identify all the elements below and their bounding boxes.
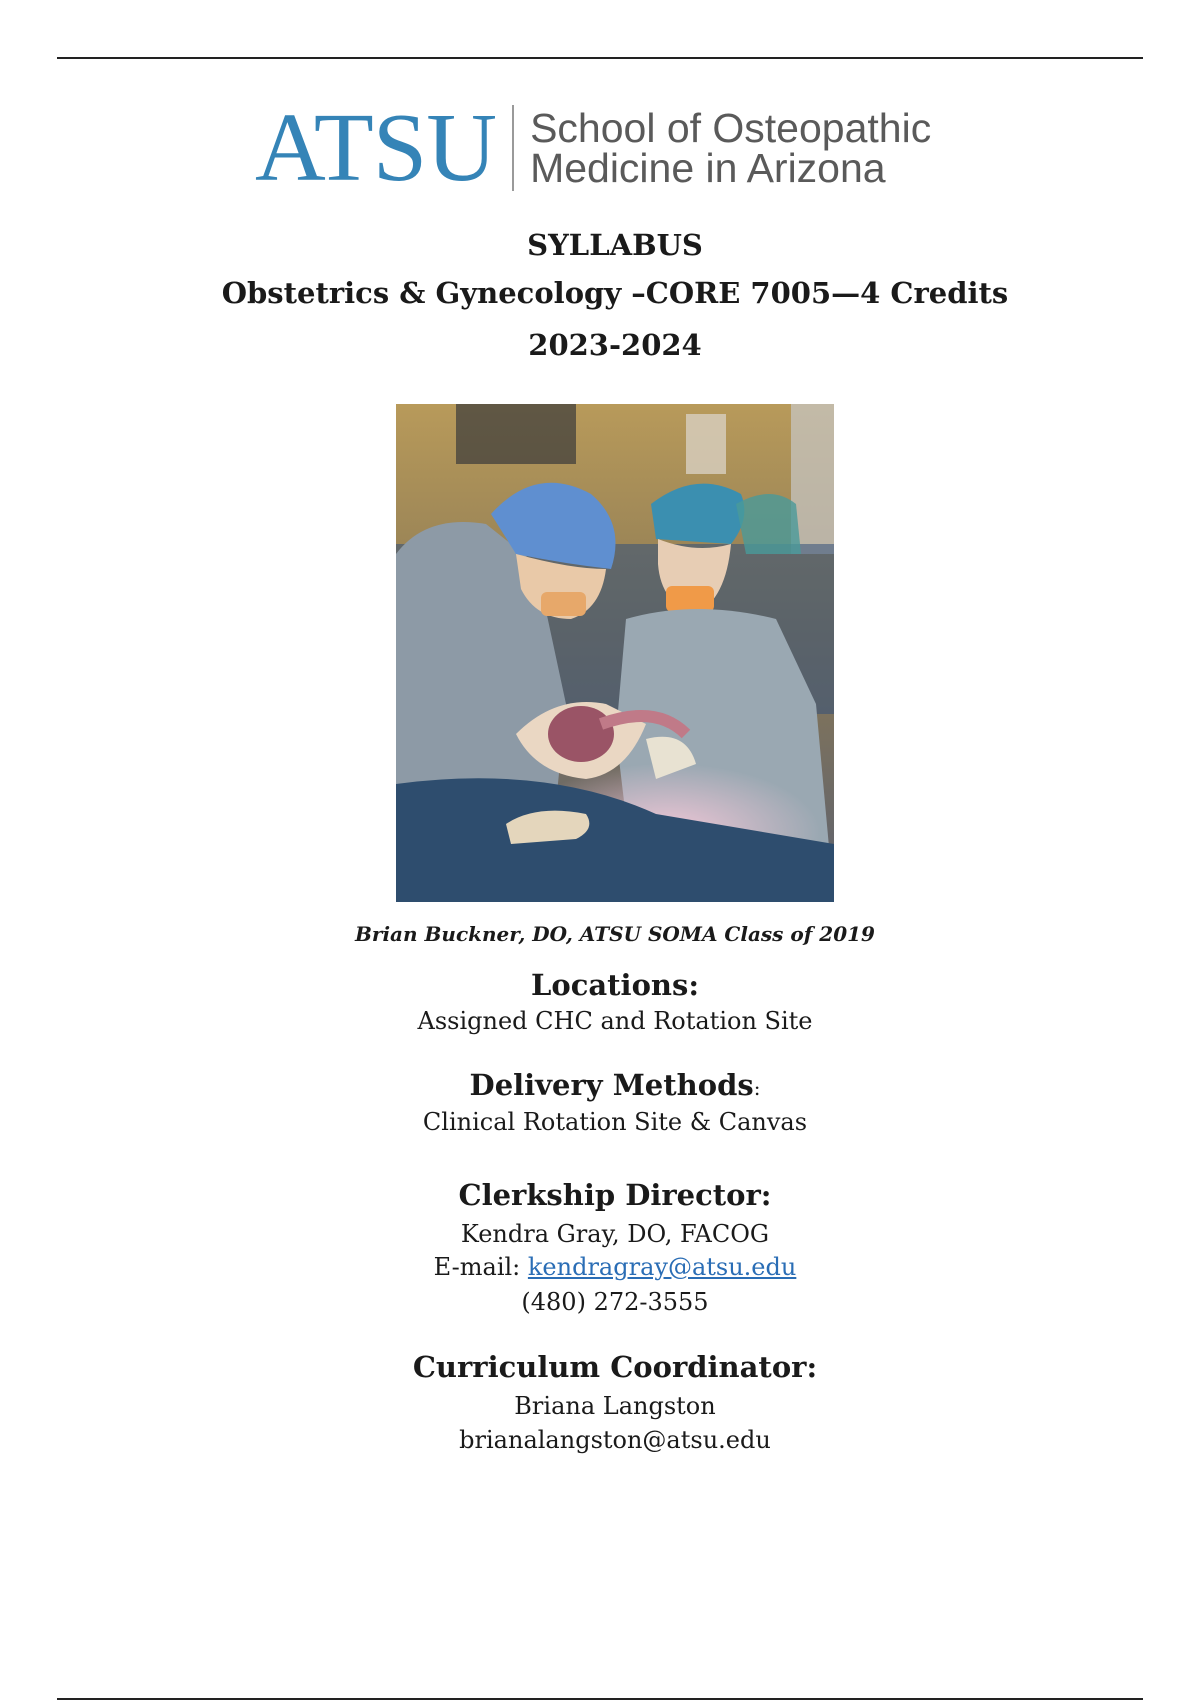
syllabus-title: SYLLABUS — [527, 228, 703, 262]
logo-divider — [512, 105, 514, 191]
delivery-methods-colon: : — [753, 1076, 761, 1100]
photo-illustration — [396, 404, 834, 902]
course-title: Obstetrics & Gynecology –CORE 7005—4 Credits — [221, 276, 1009, 310]
curriculum-coordinator-heading: Curriculum Coordinator: — [412, 1350, 818, 1384]
photo-caption: Brian Buckner, DO, ATSU SOMA Class of 2019 — [355, 922, 875, 946]
director-email-label: E-mail: — [433, 1253, 528, 1281]
locations-heading: Locations: — [530, 968, 700, 1002]
coordinator-email: brianalangston@atsu.edu — [459, 1426, 771, 1454]
delivery-methods-text: Clinical Rotation Site & Canvas — [422, 1108, 808, 1136]
director-email-line — [0, 1253, 1200, 1281]
logo-mark: ATSU — [255, 94, 497, 202]
delivery-room-photo — [396, 404, 834, 902]
director-phone: (480) 272-3555 — [521, 1288, 709, 1316]
director-email-link[interactable]: kendragray@atsu.edu — [527, 1253, 797, 1281]
atsu-logo — [255, 94, 985, 202]
top-rule — [57, 57, 1143, 59]
logo-line-2: Medicine in Arizona — [530, 145, 886, 191]
coordinator-name: Briana Langston — [514, 1392, 716, 1420]
director-name: Kendra Gray, DO, FACOG — [460, 1220, 770, 1248]
logo-line-1: School of Osteopathic — [530, 105, 932, 151]
delivery-methods-heading-text: Delivery Methods — [469, 1068, 754, 1102]
academic-year: 2023-2024 — [528, 328, 702, 362]
delivery-methods-heading — [0, 1068, 1200, 1102]
logo-school-name — [530, 105, 932, 191]
clerkship-director-heading: Clerkship Director: — [458, 1178, 772, 1212]
locations-text: Assigned CHC and Rotation Site — [417, 1007, 813, 1035]
